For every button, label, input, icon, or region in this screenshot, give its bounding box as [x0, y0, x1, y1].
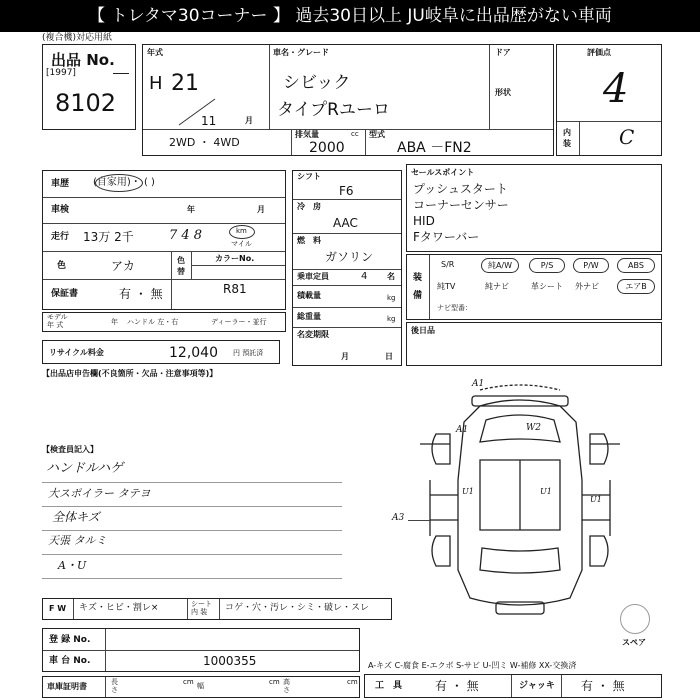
selling-points-label: セールスポイント: [411, 168, 475, 177]
listing-number: 8102: [55, 89, 117, 117]
equip-leather: 革シート: [531, 282, 563, 291]
remarks-label: 【出品店申告欄(不良箇所・欠品・注意事項等)】: [42, 369, 218, 378]
shift-label: シフト: [297, 172, 321, 181]
fuel-value: ガソリン: [325, 250, 374, 264]
width-label: 幅: [197, 682, 204, 690]
fw-seat-row: [42, 598, 392, 620]
equip-ext-navi: 外ナビ: [575, 282, 599, 291]
tools-label: 工 具: [375, 681, 403, 691]
recycle-row: [42, 340, 280, 364]
year-value: 21: [171, 71, 199, 96]
inspector-note-1: ハンドルハゲ: [46, 461, 124, 476]
shaken-year-label: 年: [187, 205, 195, 214]
height-cm: cm: [347, 678, 358, 686]
model-year-unit: 年: [111, 318, 118, 326]
color-no: R81: [223, 282, 247, 296]
chassis-label: 車 台 No.: [49, 656, 91, 666]
ac-value: AAC: [333, 216, 358, 230]
damage-mark-a1-top: A1: [472, 379, 485, 389]
listing-label: 出品 No.: [51, 51, 115, 69]
damage-mark-u1-b: U1: [540, 487, 552, 496]
registration-box: [42, 628, 360, 672]
type-label: 型式: [369, 130, 385, 139]
interior-label: 内 装: [563, 128, 571, 149]
car-name: シビック: [283, 73, 351, 93]
grade: タイプRユーロ: [277, 100, 390, 120]
banner: 【 トレタマ30コーナー 】 過去30日以上 JU岐阜に出品歴がない車両: [0, 0, 700, 32]
ac-label: 冷 房: [297, 202, 321, 211]
later-label: 後日品: [411, 326, 435, 335]
jack-label: ジャッキ: [519, 681, 555, 691]
equipment-box: [406, 254, 662, 320]
damage-mark-w2: W2: [526, 423, 541, 433]
change-day: 日: [385, 352, 393, 361]
equip-navi: 純ナビ: [485, 282, 509, 291]
equip-airbag: エアB: [617, 279, 655, 294]
capacity-label: 乗車定員: [297, 272, 329, 281]
compat-note: (複合機)対応用紙: [42, 33, 113, 43]
mileage-value: 13万 2千: [83, 230, 134, 244]
damage-mark-u1-c: U1: [590, 495, 602, 504]
model-year-label: モデル 年 式: [47, 313, 68, 329]
cc-unit: cc: [351, 130, 359, 138]
shaken-month-label: 月: [257, 205, 265, 214]
seat-label: シート 内 装: [191, 600, 212, 616]
gross-label: 総重量: [297, 312, 321, 321]
warranty-label: 保証書: [51, 289, 79, 299]
spare-circle: [620, 604, 650, 634]
equip-alloy: 純A/W: [481, 258, 519, 273]
tools-value: 有 ・ 無: [435, 679, 479, 693]
model-year-row: [42, 312, 286, 332]
recycle-label: リサイクル料金: [49, 348, 104, 357]
history-circle: [95, 174, 143, 192]
damage-mark-u1-a: U1: [462, 487, 474, 496]
color-change-label: 色 替: [177, 256, 185, 277]
km-label: km: [236, 227, 247, 235]
damage-legend: A-キズ C-腐食 E-エクボ S-サビ U-凹ミ W-補修 XX-交換済: [368, 661, 577, 670]
later-box: [406, 322, 662, 366]
warranty-value: 有 ・ 無: [119, 287, 163, 301]
fuel-label: 燃 料: [297, 236, 321, 245]
listing-stamp: [1997]: [46, 68, 76, 78]
load-kg: kg: [387, 294, 396, 302]
model-code: ABA －FN2: [397, 140, 472, 156]
fw-label: F W: [49, 604, 67, 613]
month-unit: 月: [245, 116, 253, 125]
color-value: アカ: [111, 259, 135, 273]
inspector-note-4: 天張 タルミ: [48, 534, 107, 547]
inspector-note-2: 大スポイラー タテヨ: [48, 487, 151, 500]
selling-point-2: コーナーセンサー: [413, 198, 509, 212]
score-box: [556, 44, 662, 156]
dealer-label: ディーラー・並行: [211, 318, 267, 326]
garage-cert-row: [42, 676, 360, 698]
equip-ps: P/S: [529, 258, 565, 273]
load-label: 積載量: [297, 291, 321, 300]
drive: 2WD ・ 4WD: [169, 136, 240, 149]
height-label: 高 さ: [283, 678, 290, 694]
seat-items: コゲ・穴・汚レ・シミ・破レ・スレ: [225, 603, 370, 613]
jack-value: 有 ・ 無: [581, 679, 625, 693]
change-month: 月: [341, 352, 349, 361]
mileage-label: 走行: [51, 232, 70, 242]
spare-label: スペア: [622, 638, 646, 647]
door-label: ドア: [495, 48, 511, 57]
selling-point-3: HID: [413, 214, 435, 228]
mileage-hand: 7 4 8: [169, 228, 203, 243]
width-cm: cm: [269, 678, 280, 686]
model-label: 車名・グレード: [273, 48, 329, 57]
selling-points-box: [406, 164, 662, 252]
equip-abs: ABS: [617, 258, 655, 273]
era: H: [149, 73, 163, 94]
inspector-note-5: A・U: [58, 559, 87, 572]
shaken-label: 車検: [51, 205, 70, 215]
color-no-label: カラーNo.: [215, 254, 255, 263]
selling-point-1: プッシュスタート: [413, 182, 508, 196]
tools-box: [364, 674, 662, 698]
damage-mark-a1-left: A1: [456, 425, 469, 435]
vehicle-box: [142, 44, 554, 156]
mile-label: マイル: [231, 240, 252, 248]
damage-mark-a3: A3: [392, 513, 405, 523]
year-label: 年式: [147, 48, 163, 57]
displacement-label: 排気量: [295, 130, 319, 139]
interior-grade: C: [619, 125, 635, 149]
history-label: 車歴: [51, 179, 70, 189]
fw-items: キズ・ヒビ・割レ×: [79, 603, 159, 613]
inspector-label: 【検査員記入】: [42, 445, 98, 454]
gross-kg: kg: [387, 315, 396, 323]
score-value: 4: [603, 66, 629, 112]
score-label: 評価点: [587, 48, 611, 57]
history-box: [42, 170, 286, 310]
specs-box: [292, 170, 402, 366]
garage-cert-label: 車庫証明書: [47, 682, 87, 691]
length-label: 長 さ: [111, 678, 118, 694]
length-cm: cm: [183, 678, 194, 686]
recycle-unit: 円 預託済: [233, 349, 264, 357]
displacement: 2000: [309, 140, 345, 156]
equip-pw: P/W: [573, 258, 609, 273]
nav-model-label: ナビ型番：: [437, 304, 472, 312]
selling-point-4: Fタワーバー: [413, 230, 480, 244]
shift-value: F6: [339, 184, 354, 198]
shape-label: 形状: [495, 88, 511, 97]
capacity-value: 4: [361, 271, 368, 282]
handle-label: ハンドル 左・右: [127, 318, 179, 326]
recycle-value: 12,040: [169, 345, 218, 361]
color-label: 色: [57, 261, 67, 271]
change-label: 名変期限: [297, 330, 329, 339]
chassis-value: 1000355: [203, 654, 257, 668]
registration-label: 登 録 No.: [49, 635, 91, 645]
inspector-note-3: 全体キズ: [52, 510, 100, 524]
equipment-label: 装 備: [413, 273, 423, 301]
listing-box: [42, 44, 136, 130]
equip-tv: 純TV: [437, 282, 456, 291]
history-value: (自家用)・ ( ): [93, 177, 155, 188]
equip-sr: S/R: [441, 260, 455, 269]
month-value: 11: [201, 114, 217, 128]
capacity-unit: 名: [387, 272, 395, 281]
